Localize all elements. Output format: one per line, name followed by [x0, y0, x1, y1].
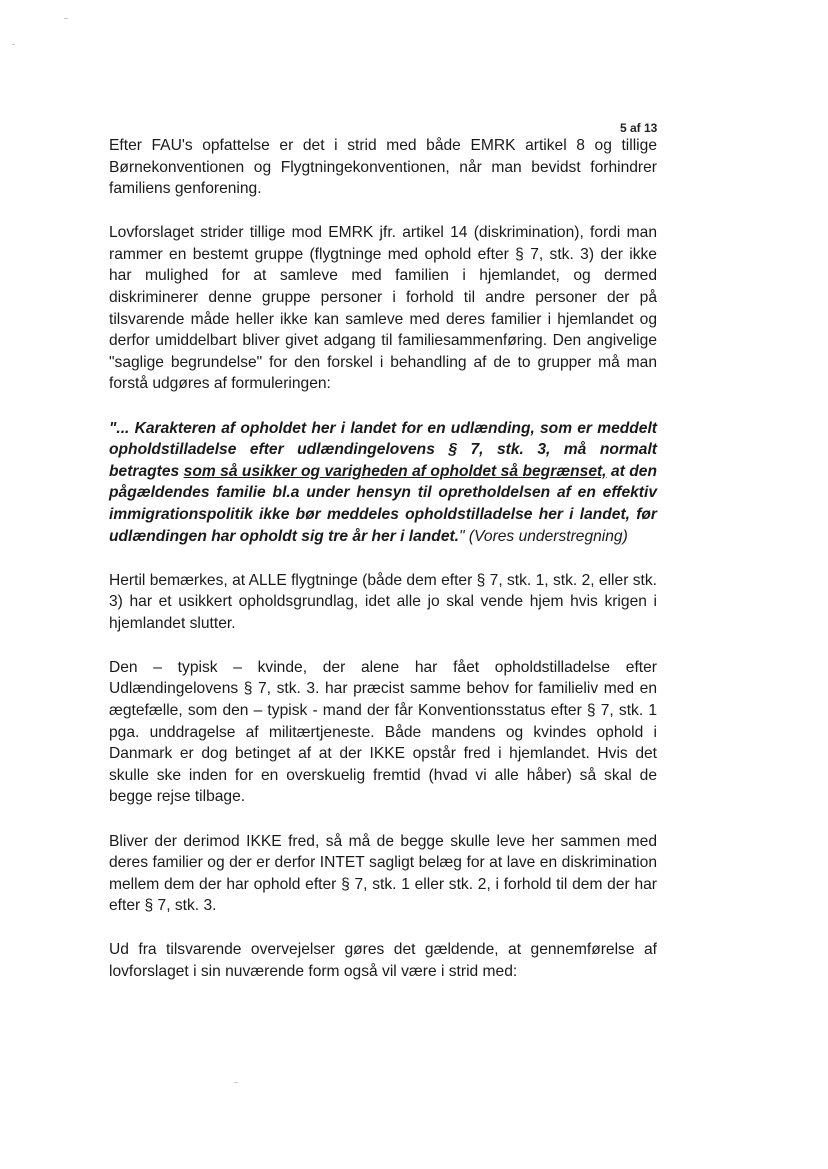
quoted-paragraph [109, 418, 657, 548]
quote-underlined-text: som så usikker og varigheden af opholdet så begrænset, [183, 462, 607, 480]
scan-speck [64, 18, 68, 19]
page-number: 5 af 13 [620, 121, 658, 135]
scan-speck [234, 1082, 238, 1083]
quote-annotation: " (Vores understregning) [459, 527, 628, 545]
document-body [109, 135, 657, 1005]
paragraph-5: Bliver der derimod IKKE fred, så må de begge skulle leve her sammen med deres familier og der er derfor INTET sagligt belæg for at lave en diskrimination mellem dem der har ophold efter § 7, stk. 1 eller stk. 2, i forhold til dem der har efter § 7, stk. 3. [109, 832, 657, 915]
quote-text-start: "... Karakteren af opholdet her i landet for en udlænding, som er meddelt opholdstilladelse efter udlændingelovens § 7, stk. 3, må normalt betragtes [109, 419, 657, 480]
paragraph-2: Lovforslaget strider tillige mod EMRK jfr. artikel 14 (diskrimination), fordi man rammer en bestemt gruppe (flygtninge med ophold efter § 7, stk. 3) der ikke har mulighed for at samleve med familien i hjemlandet, og dermed diskriminerer denne gruppe personer i forhold til andre personer der på tilsvarende måde heller ikke kan samleve med deres familier i hjemlandet og derfor umiddelbart bliver givet adgang til familiesammenføring. Den angivelige "saglige begrundelse" for den forskel i behandling af de to grupper må man forstå udgøres af formuleringen: [109, 224, 657, 393]
paragraph-3: Hertil bemærkes, at ALLE flygtninge (både dem efter § 7, stk. 1, stk. 2, eller stk. 3) har et usikkert opholdsgrundlag, idet alle jo skal vende hjem hvis krigen i hjemlandet slutter. [109, 571, 657, 632]
scan-speck [12, 44, 15, 45]
quote-text-end: at den pågældendes familie bl.a under hensyn til opretholdelsen af en effektiv immigrationspolitik ikke bør meddeles opholdstilladelse her i landet, før udlændingen har opholdt sig tre år her i landet. [109, 462, 658, 545]
paragraph-1: Efter FAU's opfattelse er det i strid med både EMRK artikel 8 og tillige Børnekonventionen og Flygtningekonventionen, når man bevidst forhindrer familiens genforening. [109, 137, 657, 198]
paragraph-4: Den – typisk – kvinde, der alene har fået opholdstilladelse efter Udlændingelovens § 7, stk. 3. har præcist samme behov for familieliv med en ægtefælle, som den – typisk - mand der får Konventionsstatus efter § 7, stk. 1 pga. unddragelse af militærtjeneste. Både mandens og kvindes ophold i Danmark er dog betinget af at der IKKE opstår fred i hjemlandet. Hvis det skulle ske inden for en overskuelig fremtid (hvad vi alle håber) så skal de begge rejse tilbage. [109, 658, 657, 806]
paragraph-6: Ud fra tilsvarende overvejelser gøres det gældende, at gennemførelse af lovforslaget i sin nuværende form også vil være i strid med: [109, 941, 657, 980]
